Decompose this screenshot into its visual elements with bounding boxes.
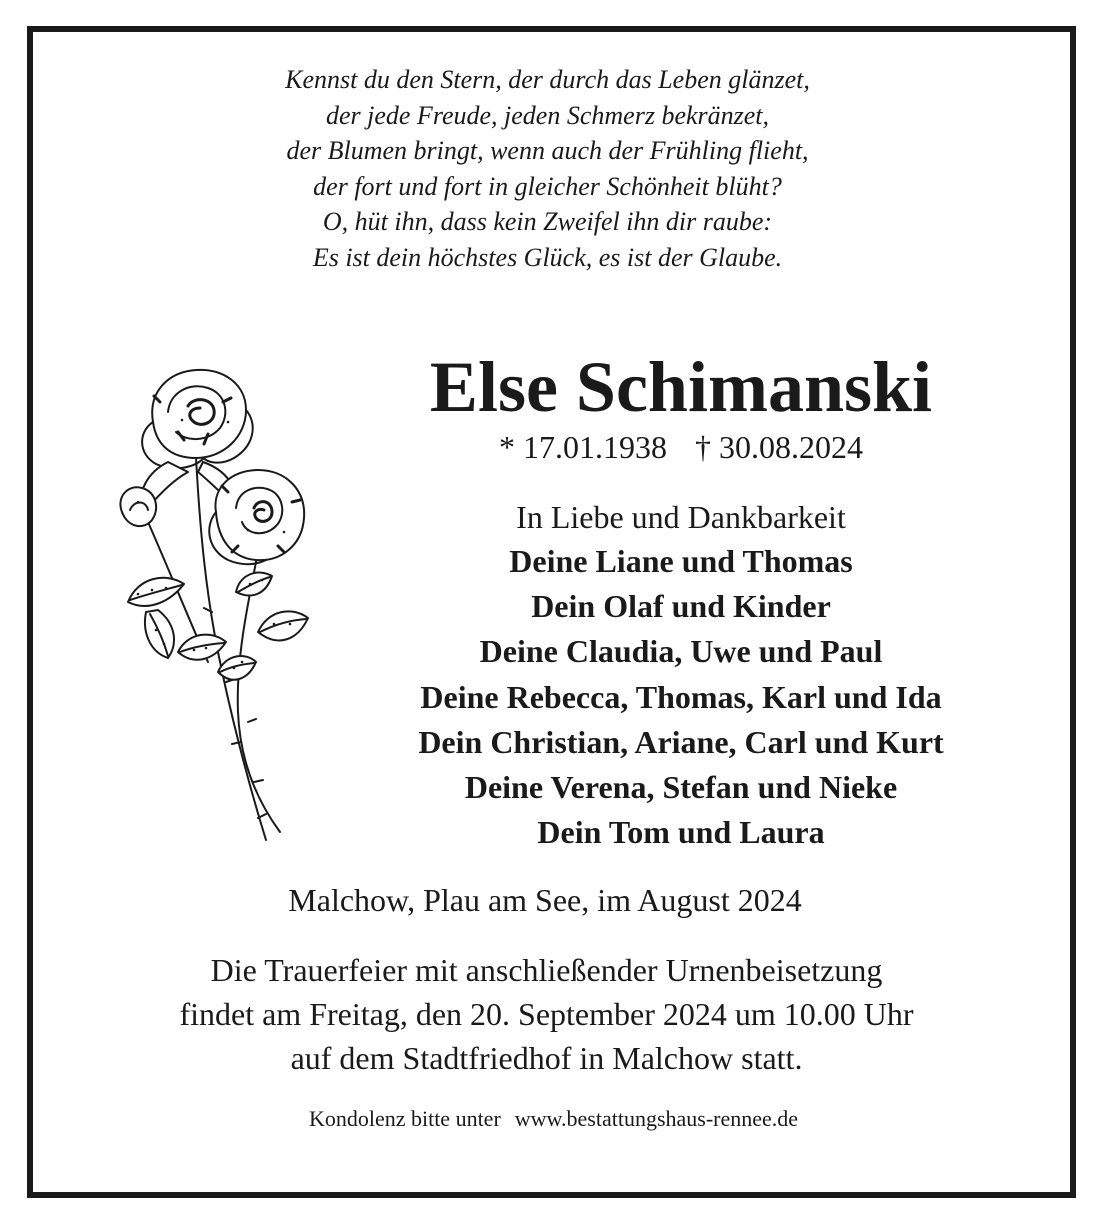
deceased-name: Else Schimanski bbox=[429, 347, 933, 427]
condolence-url[interactable]: www.bestattungshaus-rennee.de bbox=[514, 1106, 799, 1131]
life-dates bbox=[286, 428, 1076, 466]
poem-line: Kennst du den Stern, der durch das Leben glänzet, bbox=[285, 65, 810, 94]
place-date: Malchow, Plau am See, im August 2024 bbox=[288, 882, 802, 918]
condolence-label: Kondolenz bitte unter bbox=[308, 1106, 501, 1131]
poem bbox=[0, 62, 1095, 275]
family-line: Deine Liane und Thomas bbox=[509, 543, 853, 579]
service-info bbox=[0, 948, 1093, 1080]
poem-line: der fort und fort in gleicher Schönheit blüht? bbox=[313, 171, 782, 201]
family-list bbox=[286, 539, 1076, 855]
service-line: findet am Freitag, den 20. September 2024 um 10.00 Uhr bbox=[179, 996, 914, 1032]
family-line: Deine Claudia, Uwe und Paul bbox=[479, 633, 883, 670]
death-date: † 30.08.2024 bbox=[695, 429, 863, 465]
service-line: Die Trauerfeier mit anschließender Urnenbeisetzung bbox=[210, 952, 883, 988]
dedication-intro: In Liebe und Dankbarkeit bbox=[516, 499, 846, 535]
poem-line: O, hüt ihn, dass kein Zweifel ihn dir raube: bbox=[322, 207, 773, 236]
poem-line: der Blumen bringt, wenn auch der Frühling flieht, bbox=[286, 136, 809, 165]
poem-line: der jede Freude, jeden Schmerz bekränzet, bbox=[325, 100, 770, 130]
family-line: Dein Christian, Ariane, Carl und Kurt bbox=[418, 723, 944, 760]
family-line: Dein Olaf und Kinder bbox=[531, 588, 831, 625]
poem-line: Es ist dein höchstes Glück, es ist der Glaube. bbox=[312, 242, 783, 272]
family-line: Deine Verena, Stefan und Nieke bbox=[464, 769, 898, 806]
condolence-note bbox=[0, 1104, 1100, 1134]
family-line: Deine Rebecca, Thomas, Karl und Ida bbox=[420, 678, 942, 715]
birth-date: * 17.01.1938 bbox=[499, 429, 667, 465]
service-line: auf dem Stadtfriedhof in Malchow statt. bbox=[290, 1040, 803, 1076]
family-line: Dein Tom und Laura bbox=[537, 814, 825, 851]
